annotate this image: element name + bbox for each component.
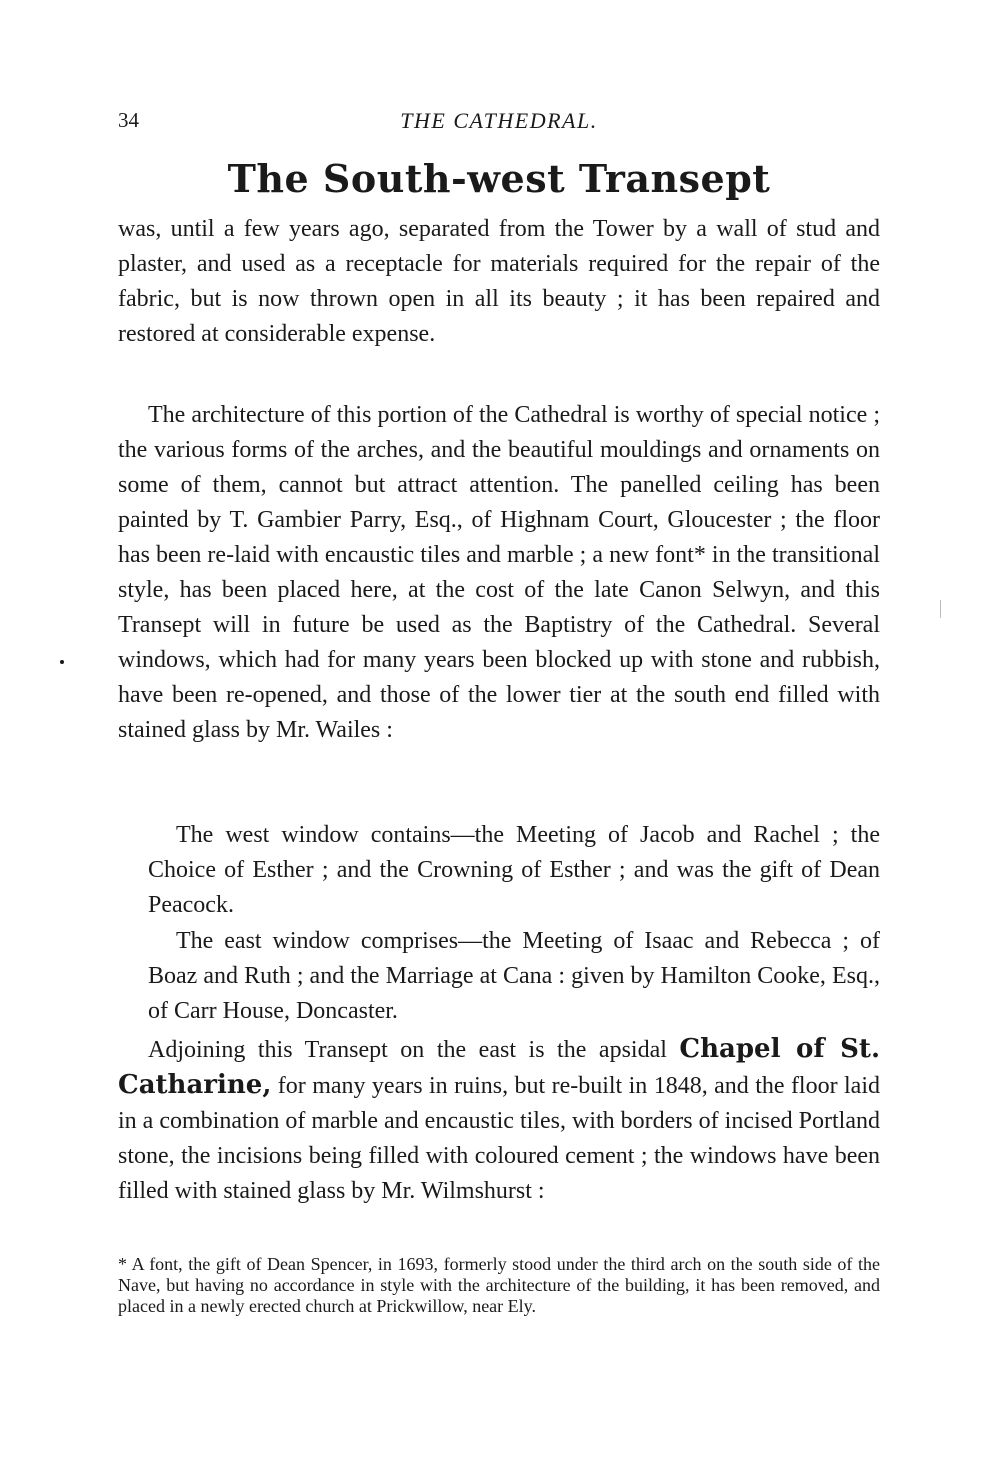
chapel-name: Chapel of St. Catharine, [118,1034,880,1100]
paragraph-west-window: The west window contains—the Meeting of Jacob and Rachel ; the Choice of Esther ; and the Crowning of Esther ; and was the gift of Dean Peacock. [148,822,880,918]
page-number: 34 [118,108,139,132]
paragraph-architecture: The architecture of this portion of the Cathedral is worthy of special notice ; the various forms of the arches, and the beautiful mouldings and ornaments on some of them, cannot but attract attention. The panelled ceiling has been painted by T. Gambier Parry, Esq., of Highnam Court, Gloucester ; the floor has been re-laid with encaustic tiles and marble ; a new font* in the transitional style, has been placed here, at the cost of the late Canon Selwyn, and this Transept will in future be used as the Baptistry of the Cathedral. Several windows, which had for many years been blocked up with stone and rubbish, have been re-opened, and those of the lower tier at the south end filled with stained glass by Mr. Wailes : [118,402,880,743]
page-header [118,108,880,138]
chapel-lead-text: Adjoining this Transept on the east is the apsidal [148,1037,667,1063]
running-title: THE CATHEDRAL. [400,108,598,133]
paragraph-intro: was, until a few years ago, separated from the Tower by a wall of stud and plaster, and used as a receptacle for materials required for the repair of the fabric, but is now thrown open in all its beauty ; it has been repaired and restored at considerable expense. [118,216,880,347]
chapel-rest-text: for many years in ruins, but re-built in 1848, and the floor laid in a combination of marble and encaustic tiles, with borders of incised Portland stone, the incisions being filled with coloured cement ; the windows have been filled with stained glass by Mr. Wilmshurst : [118,1073,881,1204]
margin-tick [940,600,941,618]
footnote: * A font, the gift of Dean Spencer, in 1693, formerly stood under the third arch on the south side of the Nave, but having no accordance in style with the architecture of the building, it has been removed, and placed in a newly erected church at Prickwillow, near Ely. [118,1254,880,1316]
paragraph-chapel [118,1032,880,1209]
paragraph-east-window: The east window comprises—the Meeting of Isaac and Rebecca ; of Boaz and Ruth ; and the Marriage at Cana : given by Hamilton Cooke, Esq., of Carr House, Doncaster. [148,928,880,1024]
section-title: The South-west Transept [227,156,771,201]
margin-mark [60,660,64,664]
